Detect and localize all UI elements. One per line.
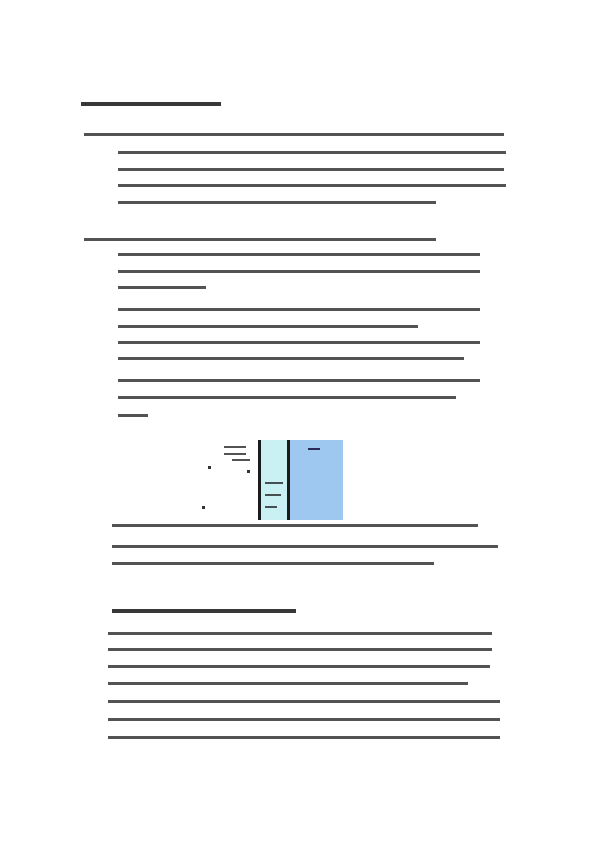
figure-right-pane bbox=[289, 440, 343, 520]
figure-divider-right bbox=[287, 440, 290, 520]
figure-divider-left bbox=[258, 440, 261, 520]
figure bbox=[200, 440, 345, 522]
figure-marker bbox=[308, 448, 320, 450]
figure-left-pane bbox=[261, 440, 289, 520]
